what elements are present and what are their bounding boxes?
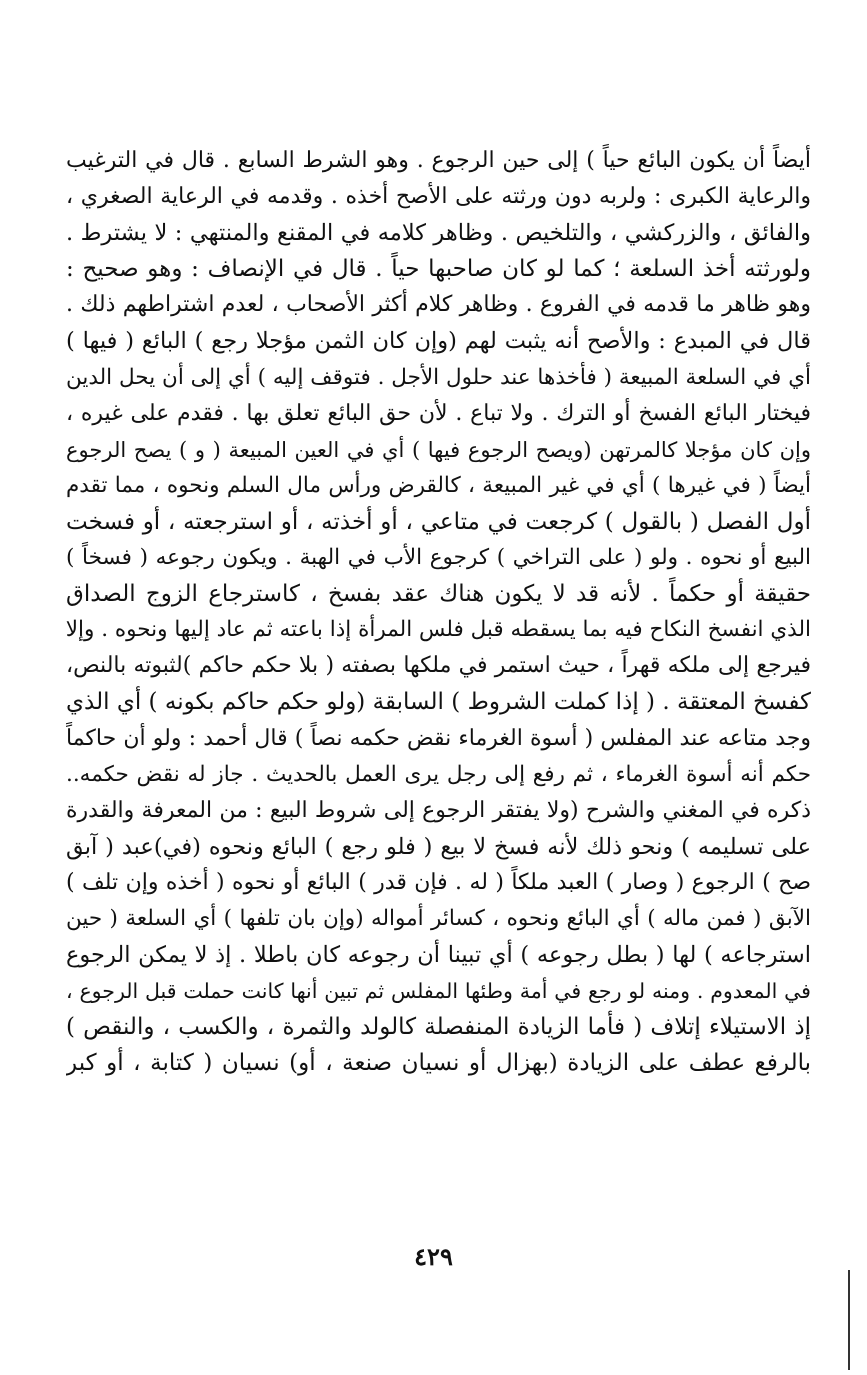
text-line: الآبق ( فمن ماله ) أي البائع ونحوه ، كسائر أمواله (وإن بان تلفها ) أي السلعة ( حين (66, 905, 811, 931)
text-line: في المعدوم . ومنه لو رجع في أمة وطئها المفلس ثم تبين أنها كانت حملت قبل الرجوع ، (66, 979, 811, 1004)
page-number: ٤٢٩ (414, 1242, 453, 1271)
text-line: بالرفع عطف على الزيادة (بهزال أو نسيان صنعة ، أو) نسيان ( كتابة ، أو كبر (66, 1050, 811, 1077)
text-line: فيختار البائع الفسخ أو الترك . ولا تباع . لأن حق البائع تعلق بها . فقدم على غيره ، (66, 400, 811, 426)
text-line: على تسليمه ) ونحو ذلك لأنه فسخ لا بيع ( فلو رجع ) البائع ونحوه (في)عبد ( آبق (66, 833, 811, 860)
text-line: وجد متاعه عند المفلس ( أسوة الغرماء نقض حكمه نصاً ) قال أحمد : ولو أن حاكماً (66, 725, 811, 751)
text-line: حكم أنه أسوة الغرماء ، ثم رفع إلى رجل يرى العمل بالحديث . جاز له نقض حكمه.. (66, 761, 811, 787)
margin-scan-line (848, 1270, 850, 1370)
text-line: ولورثته أخذ السلعة ؛ كما لو كان صاحبها حياً . قال في الإنصاف : وهو صحيح : (66, 256, 811, 283)
text-line: والرعاية الكبرى : ولربه دون ورثته على الأصح أخذه . وقدمه في الرعاية الصغري ، (66, 184, 811, 210)
text-line: استرجاعه ) لها ( بطل رجوعه ) أي تبينا أن رجوعه كان باطلا . إذ لا يمكن الرجوع (66, 942, 811, 969)
text-line: فيرجع إلى ملكه قهراً ، حيث استمر في ملكها بصفته ( بلا حكم حاكم )لثبوته بالنص، (66, 653, 811, 679)
body-text (66, 143, 811, 1081)
text-line: أيضاً أن يكون البائع حياً ) إلى حين الرجوع . وهو الشرط السابع . قال في الترغيب (66, 148, 811, 173)
text-line: أيضاً ( في غيرها ) أي في غير المبيعة ، كالقرض ورأس مال السلم ونحوه ، مما تقدم (66, 472, 811, 498)
text-line: والفائق ، والزركشي ، والتلخيص . وظاهر كلامه في المقنع والمنتهي : لا يشترط . (66, 220, 811, 247)
text-line: كفسخ المعتقة . ( إذا كملت الشروط ) السابقة (ولو حكم حاكم بكونه ) أي الذي (66, 689, 811, 716)
text-line: ذكره في المغني والشرح (ولا يفتقر الرجوع إلى شروط البيع : من المعرفة والقدرة (66, 797, 811, 823)
text-line: صح ) الرجوع ( وصار ) العبد ملكاً ( له . فإن قدر ) البائع أو نحوه ( أخذه وإن تلف ) (66, 869, 811, 895)
text-line: قال في المبدع : والأصح أنه يثبت لهم (وإن كان الثمن مؤجلا رجع ) البائع ( فيها ) (66, 328, 811, 355)
text-line: الذي انفسخ النكاح فيه بما يسقطه قبل فلس المرأة إذا باعته ثم عاد إليها ونحوه . وإلا (66, 617, 811, 643)
text-line: أول الفصل ( بالقول ) كرجعت في متاعي ، أو أخذته ، أو استرجعته ، أو فسخت (66, 508, 811, 535)
text-line: وهو ظاهر ما قدمه في الفروع . وظاهر كلام أكثر الأصحاب ، لعدم اشتراطهم ذلك . (66, 292, 811, 318)
text-line: إذ الاستيلاء إتلاف ( فأما الزيادة المنفصلة كالولد والثمرة ، والكسب ، والنقص ) (66, 1014, 811, 1041)
text-line: البيع أو نحوه . ولو ( على التراخي ) كرجوع الأب في الهبة . ويكون رجوعه ( فسخاً ) (66, 545, 811, 571)
text-line: حقيقة أو حكماً . لأنه قد لا يكون هناك عقد بفسخ ، كاسترجاع الزوج الصداق (66, 581, 811, 608)
text-line: أي في السلعة المبيعة ( فأخذها عند حلول الأجل . فتوقف إليه ) أي إلى أن يحل الدين (66, 364, 811, 390)
text-line: وإن كان مؤجلا كالمرتهن (ويصح الرجوع فيها ) أي في العين المبيعة ( و ) يصح الرجوع (66, 437, 811, 462)
